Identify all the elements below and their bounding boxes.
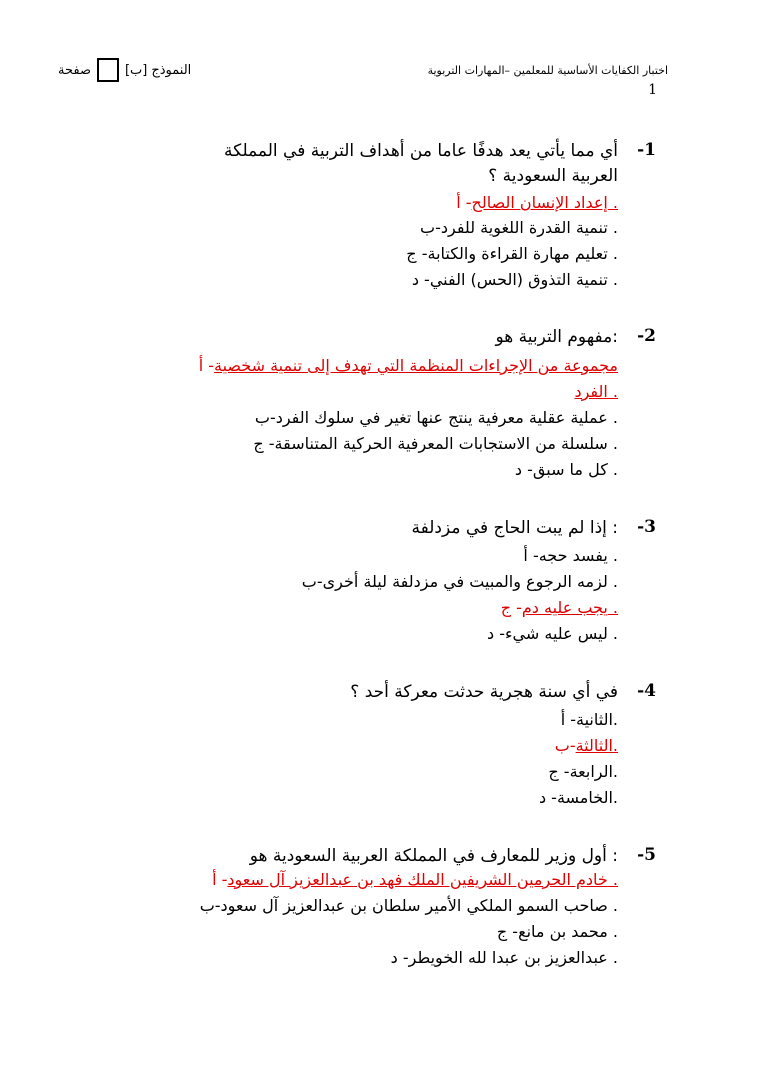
option-text: ليس عليه شيء . (505, 624, 618, 643)
option-letter: ج - (253, 434, 275, 453)
option-text: تعليم مهارة القراءة والكتابة . (427, 244, 618, 263)
option-text: مجموعة من الإجراءات المنظمة التي تهدف إلى تنمية شخصية (214, 356, 618, 375)
question-text: إذا لم يبت الحاج في مزدلفة : (411, 518, 618, 538)
option-d[interactable] (523, 784, 618, 811)
option-text: عبدالعزيز بن عبدا لله الخويطر . (408, 948, 618, 967)
option-letter: أ - (523, 546, 539, 565)
question-number: -3 (637, 517, 656, 537)
option-text: إعداد الإنسان الصالح . (471, 193, 618, 212)
option-letter: د - (411, 270, 430, 289)
option-letter: د - (514, 460, 533, 479)
exam-title: اختبار الكفايات الأساسية للمعلمين –المهارات التربوية (427, 64, 668, 77)
option-letter: ب- (254, 408, 276, 427)
option-letter: د - (487, 624, 506, 643)
option-letter: ب- (420, 218, 441, 237)
option-text: الرابعة. (569, 762, 618, 781)
option-letter: أ - (560, 710, 577, 729)
option-text: الثالثة. (575, 736, 618, 755)
question-number: -1 (637, 140, 656, 160)
option-b[interactable] (289, 568, 618, 595)
option-text: الخامسة. (556, 788, 618, 807)
option-a-cont: الفرد . (574, 382, 618, 401)
option-letter: أ - (212, 870, 228, 889)
option-c[interactable] (536, 758, 618, 785)
option-text: يجب عليه دم . (521, 598, 618, 617)
page-number: 1 (648, 82, 657, 98)
option-a[interactable] (193, 866, 618, 893)
option-text: الثانية. (576, 710, 618, 729)
option-a[interactable] (438, 189, 619, 216)
option-d[interactable] (471, 620, 618, 647)
page-box (97, 58, 119, 82)
option-text: عملية عقلية معرفية ينتج عنها تغير في سلوك الفرد . (275, 408, 618, 427)
question-text: أي مما يأتي يعد هدفًا عاما من أهداف التربية في المملكة (223, 141, 618, 161)
option-letter: د - (538, 788, 557, 807)
option-b[interactable] (542, 732, 618, 759)
model-label: النموذج (151, 62, 192, 78)
option-text: يفسد حجه . (538, 546, 618, 565)
option-b[interactable] (242, 404, 618, 431)
question-number: -5 (637, 845, 656, 865)
option-c[interactable] (241, 430, 618, 457)
option-c[interactable] (484, 918, 618, 945)
option-b[interactable] (187, 892, 618, 919)
exam-model-header (58, 58, 191, 82)
option-letter: أ - (198, 356, 214, 375)
option-d[interactable] (499, 456, 618, 483)
question-text: مفهوم التربية هو: (495, 327, 618, 347)
option-letter: د - (390, 948, 409, 967)
page-label: صفحة (58, 62, 91, 78)
option-d[interactable] (396, 266, 618, 293)
option-letter: ج - (406, 244, 428, 263)
option-letter: أ - (456, 193, 472, 212)
option-a[interactable] (542, 706, 618, 733)
question-number: -4 (637, 681, 656, 701)
option-letter: ج - (500, 598, 522, 617)
option-text: صاحب السمو الملكي الأمير سلطان بن عبدالعزيز آل سعود . (220, 896, 618, 915)
question-number: -2 (637, 326, 656, 346)
option-text: سلسلة من الاستجابات المعرفية الحركية المتناسقة . (274, 434, 618, 453)
option-text: كل ما سبق . (532, 460, 618, 479)
option-letter: ب- (301, 572, 323, 591)
option-text: خادم الحرمين الشريفين الملك فهد بن عبدالعزيز آل سعود . (227, 870, 618, 889)
option-letter: ج - (548, 762, 570, 781)
option-letter: ب- (199, 896, 221, 915)
option-text: تنمية التذوق (الحس) الفني . (429, 270, 618, 289)
option-c[interactable] (488, 594, 618, 621)
question-text-cont: العربية السعودية ؟ (488, 166, 618, 186)
option-text: لزمه الرجوع والمبيت في مزدلفة ليلة أخرى . (322, 572, 618, 591)
option-text: محمد بن مانع . (518, 922, 618, 941)
option-d[interactable] (375, 944, 618, 971)
option-text: تنمية القدرة اللغوية للفرد . (440, 218, 618, 237)
model-code: [ب] (124, 62, 148, 78)
question-text: أول وزير للمعارف في المملكة العربية السعودية هو : (249, 846, 618, 866)
option-letter: ب- (554, 736, 576, 755)
option-b[interactable] (407, 214, 618, 241)
option-a[interactable] (505, 542, 618, 569)
question-text: في أي سنة هجرية حدثت معركة أحد ؟ (350, 682, 618, 702)
option-letter: ج - (496, 922, 519, 941)
option-a[interactable] (180, 352, 618, 379)
option-c[interactable] (393, 240, 618, 267)
